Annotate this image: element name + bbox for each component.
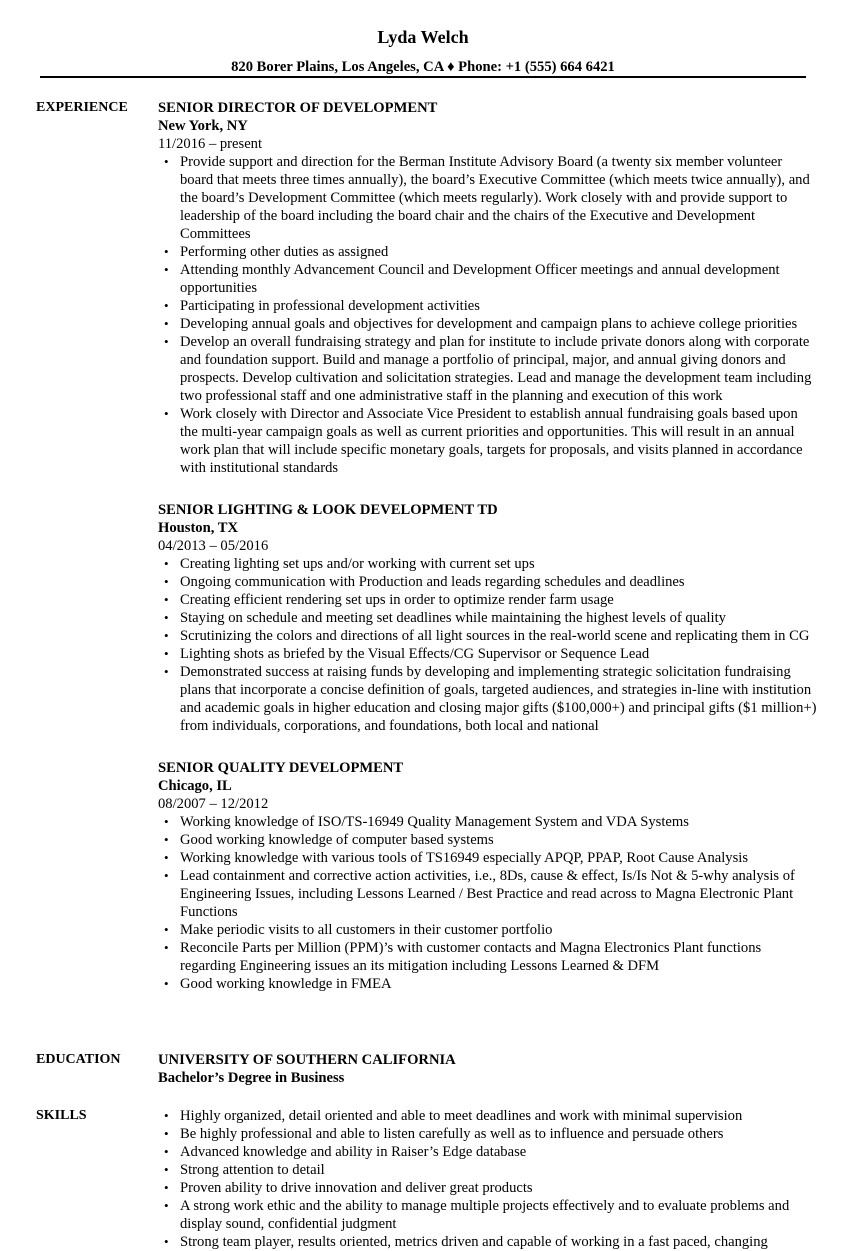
job-title: SENIOR LIGHTING & LOOK DEVELOPMENT TD [158,502,498,518]
degree: Bachelor’s Degree in Business [158,1070,345,1086]
school-name: UNIVERSITY OF SOUTHERN CALIFORNIA [158,1052,456,1068]
bullet-item: • Working knowledge with various tools of TS16949 especially APQP, PPAP, Root Cause Analysis [158,849,818,867]
job-location: Houston, TX [158,520,239,536]
bullet-item: • Lead containment and corrective action activities, i.e., 8Ds, cause & effect, Is/Is Not & 5-why analysis of Engineering Issues, including Lessons Learned / Best Practice and read across to Magna Electronic Plant Functions [158,867,818,921]
section-label-experience: EXPERIENCE [36,100,128,115]
bullet-item: • Good working knowledge in FMEA [158,975,818,993]
resume-name: Lyda Welch [377,27,469,47]
section-label-education: EDUCATION [36,1052,121,1067]
job-entry [158,759,818,993]
bullet-item: • Creating efficient rendering set ups in order to optimize render farm usage [158,591,818,609]
bullet-item: • Highly organized, detail oriented and able to meet deadlines and work with minimal supervision [158,1107,818,1125]
bullet-item: • Be highly professional and able to listen carefully as well as to influence and persuade others [158,1125,818,1143]
bullet-item: • Strong team player, results oriented, metrics driven and capable of working in a fast paced, changing [158,1233,818,1251]
bullet-item: • Developing annual goals and objectives for development and campaign plans to achieve college priorities [158,315,818,333]
bullet-item: • Good working knowledge of computer based systems [158,831,818,849]
bullet-item: • Attending monthly Advancement Council and Development Officer meetings and annual development opportunities [158,261,818,297]
bullet-item: • Ongoing communication with Production and leads regarding schedules and deadlines [158,573,818,591]
job-dates: 08/2007 – 12/2012 [158,796,269,812]
bullet-item: • Demonstrated success at raising funds by developing and implementing strategic solicitation fundraising plans that incorporate a concise definition of goals, targeted audiences, and strategies in-line with institution and academic goals in higher education and closing major gifts ($100,000+) and principal gifts ($1 million+) from individuals, corporations, and foundations, both local and national [158,663,818,735]
bullet-item: • Working knowledge of ISO/TS-16949 Quality Management System and VDA Systems [158,813,818,831]
bullet-item: • Scrutinizing the colors and directions of all light sources in the real-world scene and replicating them in CG [158,627,818,645]
bullet-item: • Make periodic visits to all customers in their customer portfolio [158,921,818,939]
bullet-item: • Participating in professional development activities [158,297,818,315]
contact-info: 820 Borer Plains, Los Angeles, CA ♦ Phone: +1 (555) 664 6421 [231,59,615,75]
bullet-item: • Develop an overall fundraising strategy and plan for institute to include private donors along with corporate and foundation support. Build and manage a portfolio of principal, major, and annual giving donors and prospects. Develop cultivation and solicitation strategies. Lead and manage the development team including two professional staff and one administrative staff in the planning and execution of this work [158,333,818,405]
bullet-item: • Staying on schedule and meeting set deadlines while maintaining the highest levels of quality [158,609,818,627]
bullet-item: • Work closely with Director and Associate Vice President to establish annual fundraising goals based upon the multi-year campaign goals as well as current priorities and opportunities. This will result in an annual work plan that will include specific monetary goals, targets for proposals, and visits planned in accordance with institutional standards [158,405,818,477]
job-dates: 11/2016 – present [158,136,263,152]
bullet-item: • Creating lighting set ups and/or working with current set ups [158,555,818,573]
bullet-item: • Lighting shots as briefed by the Visual Effects/CG Supervisor or Sequence Lead [158,645,818,663]
bullet-item: • Proven ability to drive innovation and deliver great products [158,1179,818,1197]
bullet-item: • Reconcile Parts per Million (PPM)’s with customer contacts and Magna Electronics Plant functions regarding Engineering issues an its mitigation including Lessons Learned & DFM [158,939,818,975]
job-entry [158,501,818,735]
job-bullets [158,555,818,735]
bullet-item: • Strong attention to detail [158,1161,818,1179]
job-entry [158,99,818,477]
job-bullets [158,813,818,993]
job-dates: 04/2013 – 05/2016 [158,538,269,554]
skills-list [158,1107,818,1251]
job-location: Chicago, IL [158,778,232,794]
job-title: SENIOR QUALITY DEVELOPMENT [158,760,404,776]
bullet-item: • Advanced knowledge and ability in Raiser’s Edge database [158,1143,818,1161]
header-divider [40,76,806,78]
job-title: SENIOR DIRECTOR OF DEVELOPMENT [158,100,438,116]
job-location: New York, NY [158,118,248,134]
bullet-item: • Performing other duties as assigned [158,243,818,261]
bullet-item: • Provide support and direction for the Berman Institute Advisory Board (a twenty six member volunteer board that meets three times annually), the board’s Executive Committee (which meets twice annually), and the board’s Development Committee (which meets regularly). Work closely with and provide support to leadership of the board including the board chair and the chairs of the Executive and Development Committees [158,153,818,243]
job-bullets [158,153,818,477]
bullet-item: • A strong work ethic and the ability to manage multiple projects effectively and to evaluate problems and display sound, confidential judgment [158,1197,818,1233]
experience-list [158,99,818,993]
section-label-skills: SKILLS [36,1108,87,1123]
